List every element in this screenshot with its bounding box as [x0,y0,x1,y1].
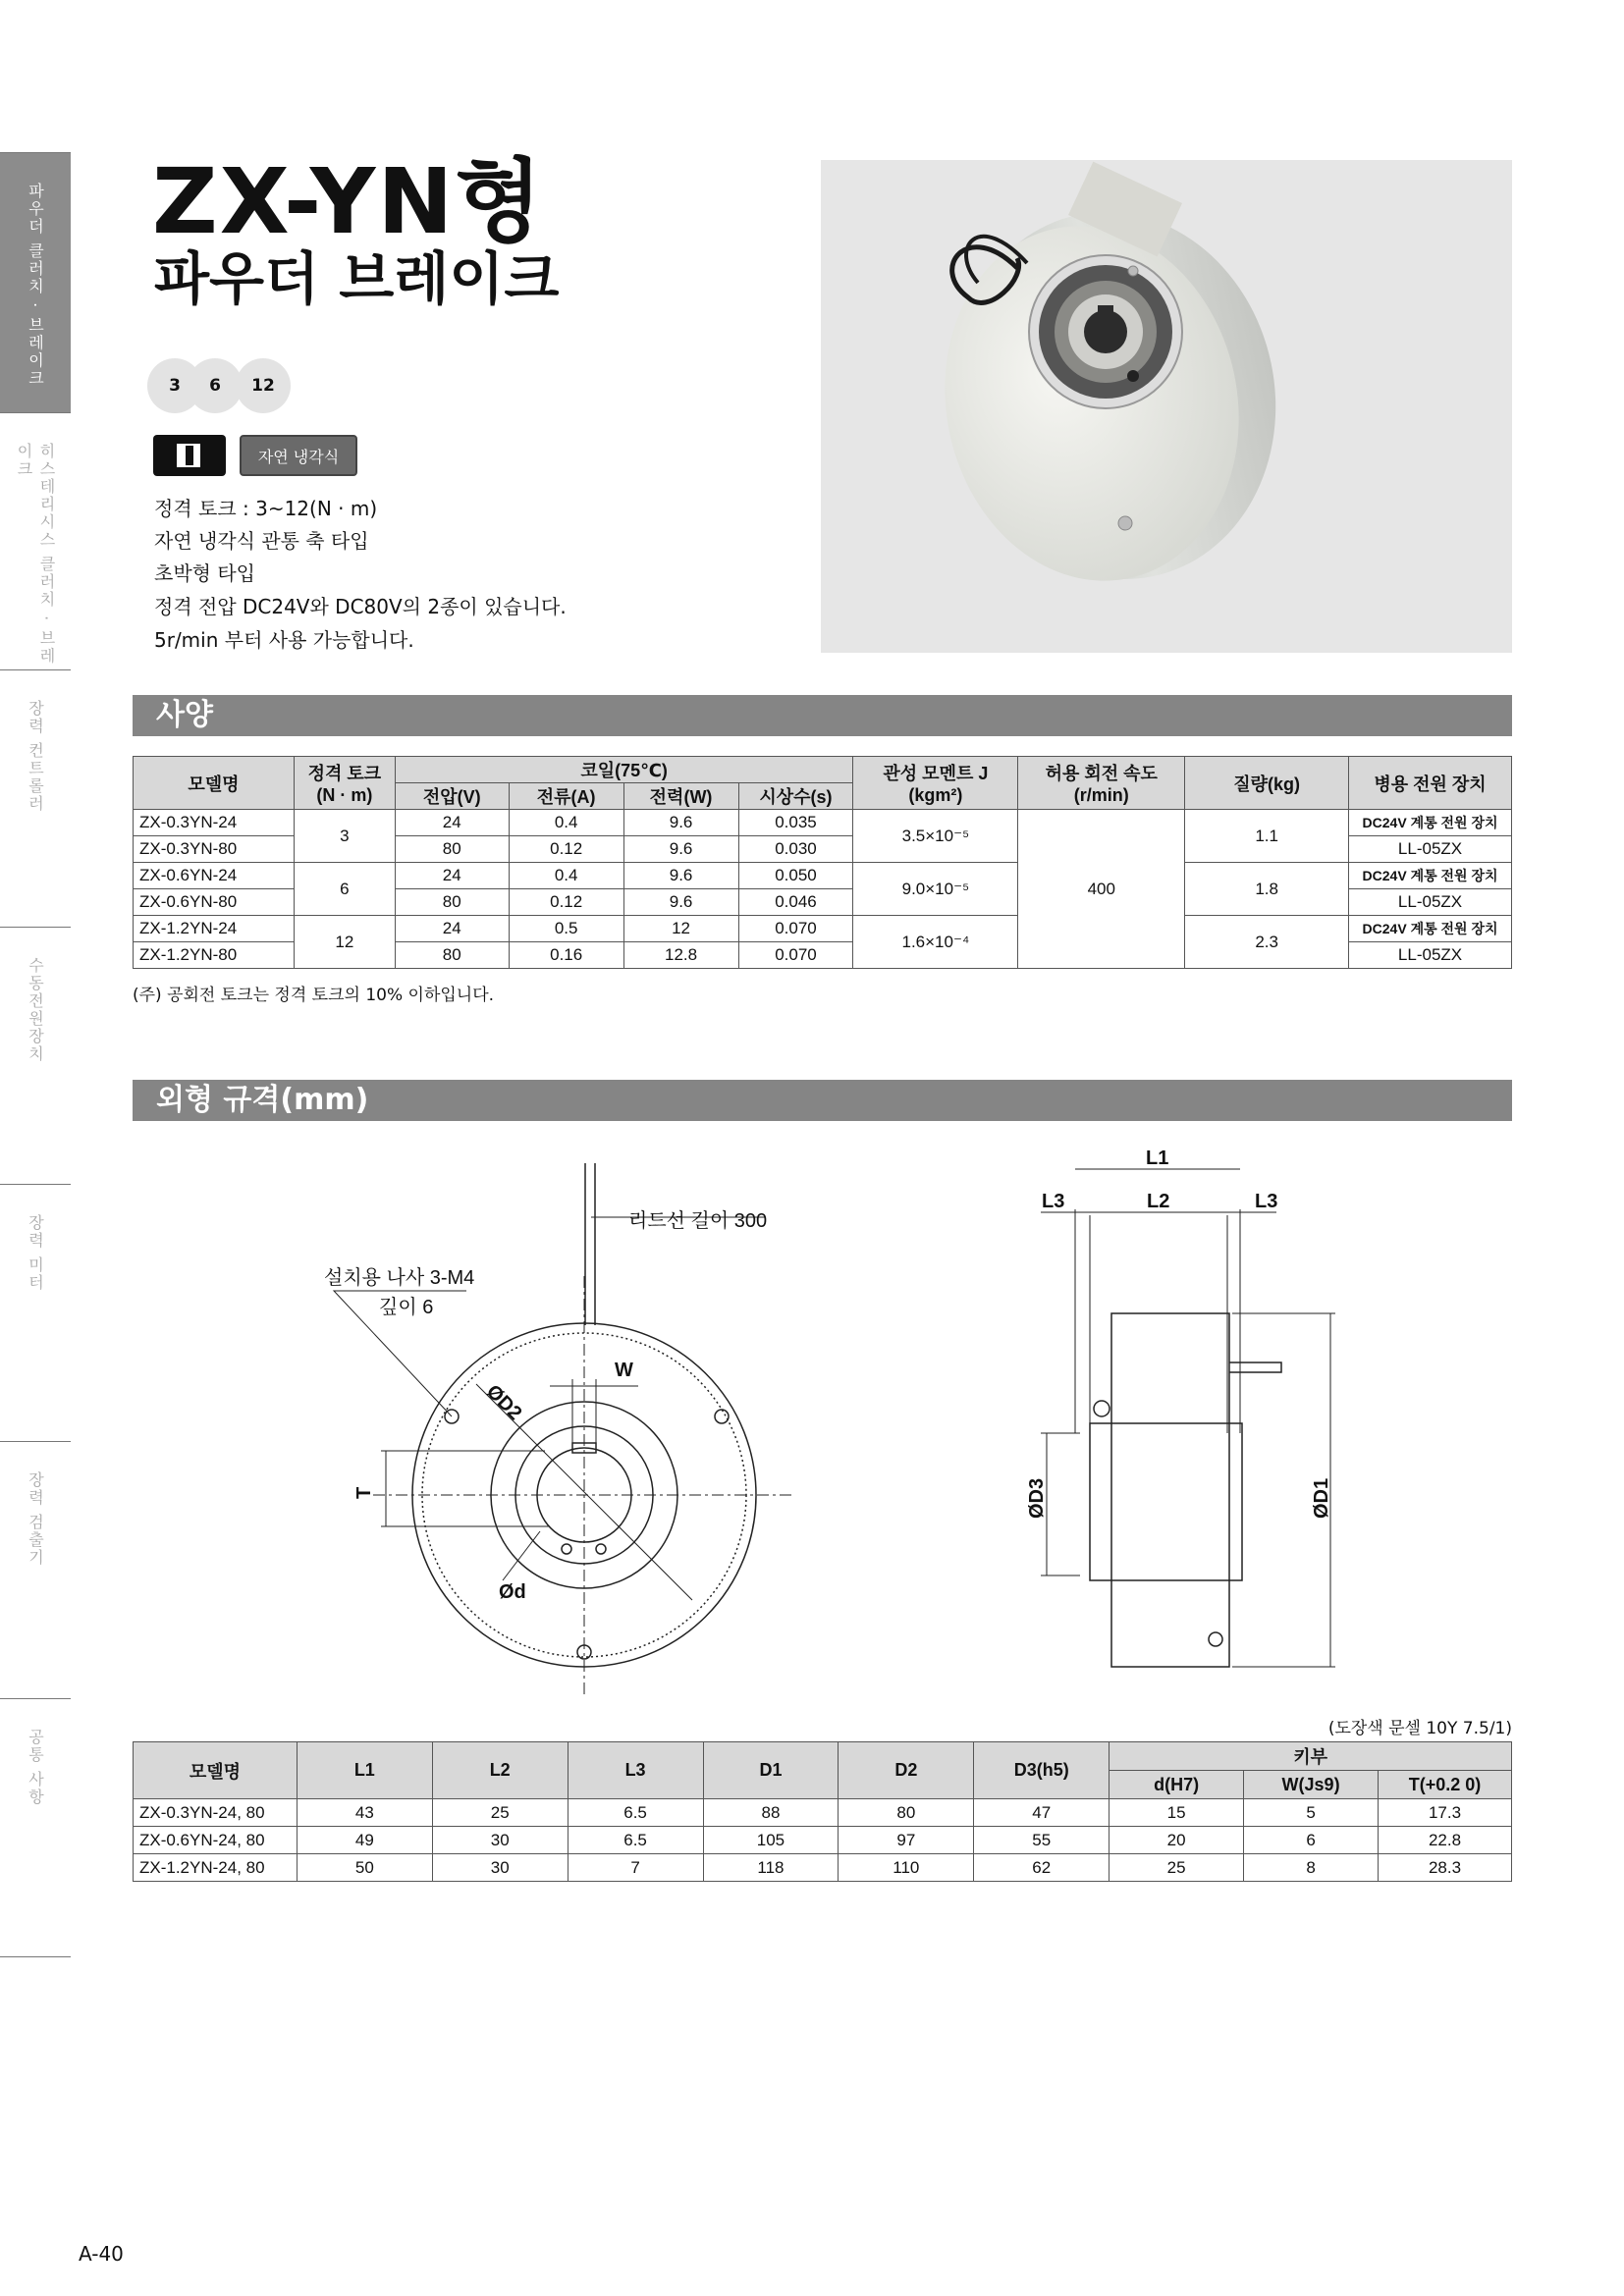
col-header-l1: L1 [297,1742,432,1799]
col-header-torque: 정격 토크 (N · m) [294,757,395,810]
screw-label: 설치용 나사 3-M4 [324,1267,475,1289]
dim-section-header: 외형 규격(mm) [133,1080,1512,1121]
spec-note: (주) 공회전 토크는 정격 토크의 10% 이하입니다. [133,986,495,1005]
col-header-speed: 허용 회전 속도 (r/min) [1018,757,1185,810]
col-header-coil: 코일(75℃) [395,757,853,783]
feature-item: 정격 전압 DC24V와 DC80V의 2종이 있습니다. [154,595,567,618]
t-label: T [353,1486,375,1499]
d3-label: ØD3 [1026,1477,1048,1519]
feature-item: 초박형 타입 [154,561,255,585]
side-tab-label: 수동전원장치 [26,957,45,1063]
table-row: ZX-1.2YN-24, 80 50 30 7 118 110 62 25 8 28.3 [134,1854,1512,1882]
size-badge: 3 [147,358,202,413]
l1-label: L1 [1146,1148,1169,1169]
col-header-model: 모델명 [134,1742,298,1799]
side-tab-label: 장력 컨트롤러 [26,700,45,814]
col-header-inertia: 관성 모멘트 J (kgm²) [853,757,1018,810]
table-row: ZX-0.3YN-24 3 24 0.4 9.6 0.035 3.5×10⁻⁵ 400 1.1 DC24V 계통 전원 장치 [134,810,1512,836]
table-row: ZX-0.3YN-80 80 0.12 9.6 0.030 LL-05ZX [134,836,1512,863]
l2-label: L2 [1147,1191,1170,1212]
col-header-d2: D2 [839,1742,974,1799]
depth-label: 깊이 6 [379,1297,434,1318]
col-header-power: 전력(W) [623,783,738,810]
feature-item: 5r/min 부터 사용 가능합니다. [154,628,414,652]
lead-length-label: 리드선 길이 300 [628,1210,768,1232]
col-header-d3: D3(h5) [974,1742,1110,1799]
col-header-time-const: 시상수(s) [738,783,853,810]
page-subtitle: 파우더 브레이크 [154,245,560,312]
table-row: ZX-0.3YN-24, 80 43 25 6.5 88 80 47 15 5 17.3 [134,1799,1512,1827]
page-title: ZX-YN형 [152,149,545,254]
table-row: ZX-0.6YN-80 80 0.12 9.6 0.046 LL-05ZX [134,889,1512,916]
cooling-badge: 자연 냉각식 [240,435,357,476]
side-tab-label: 히스테리시스 클러치 · 브레이크 [15,443,56,666]
d1-label: ØD1 [1311,1477,1332,1519]
size-badge: 12 [236,358,291,413]
col-header-mass: 질량(kg) [1185,757,1349,810]
feature-item: 정격 토크 : 3~12(N · m) [154,497,378,520]
col-header-model: 모델명 [134,757,295,810]
col-header-d1: D1 [703,1742,839,1799]
col-header-t: T(+0.2 0) [1379,1771,1512,1799]
col-header-power-supply: 병용 전원 장치 [1349,757,1512,810]
side-tab-label: 공통 사항 [26,1729,45,1807]
spec-section-header: 사양 [133,695,1512,736]
d2-label: ØD2 [481,1380,526,1425]
side-tab-label: 장력 미터 [26,1214,45,1293]
feature-item: 자연 냉각식 관통 축 타입 [154,529,369,553]
l3-label-left: L3 [1042,1191,1065,1212]
side-tab-label: 장력 검출기 [26,1471,45,1568]
col-header-voltage: 전압(V) [395,783,509,810]
page-number: A-40 [79,2242,124,2266]
w-label: W [615,1360,633,1381]
l3-label-right: L3 [1255,1191,1278,1212]
table-row: ZX-1.2YN-80 80 0.16 12.8 0.070 LL-05ZX [134,942,1512,969]
col-header-current: 전류(A) [509,783,623,810]
col-header-d-h7: d(H7) [1110,1771,1244,1799]
size-badge: 6 [188,358,243,413]
table-row: ZX-0.6YN-24, 80 49 30 6.5 105 97 55 20 6 22.8 [134,1827,1512,1854]
col-header-key: 키부 [1110,1742,1512,1771]
d-label: Ød [499,1581,526,1603]
col-header-l3: L3 [568,1742,703,1799]
paint-color-note: (도장색 문셀 10Y 7.5/1) [1327,1719,1512,1738]
dimension-table [133,1741,1512,1882]
table-row: ZX-0.6YN-24 6 24 0.4 9.6 0.050 9.0×10⁻⁵ 1.8 DC24V 계통 전원 장치 [134,863,1512,889]
side-tab-label: 파우더 클러치 · 브레이크 [26,183,45,388]
col-header-w-js9: W(Js9) [1244,1771,1379,1799]
col-header-l2: L2 [432,1742,568,1799]
table-row: ZX-1.2YN-24 12 24 0.5 12 0.070 1.6×10⁻⁴ 2.3 DC24V 계통 전원 장치 [134,916,1512,942]
